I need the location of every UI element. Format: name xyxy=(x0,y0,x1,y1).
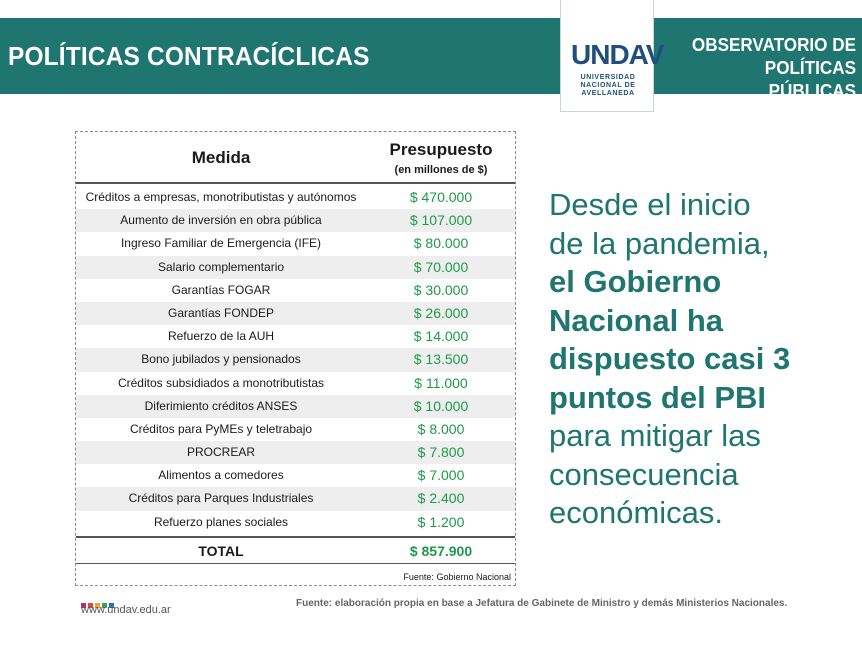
row-presupuesto: $ 11.000 xyxy=(414,374,468,391)
column-header-medida: Medida xyxy=(191,148,251,167)
table-row xyxy=(76,372,515,395)
row-presupuesto: $ 10.000 xyxy=(413,397,469,414)
table-row xyxy=(76,441,515,464)
table-header xyxy=(76,132,515,184)
total-row xyxy=(76,536,515,564)
row-presupuesto: $ 7.800 xyxy=(417,444,465,461)
row-medida: Refuerzo planes sociales xyxy=(153,514,289,529)
table-row xyxy=(76,302,515,325)
footer-source: Fuente: elaboración propia en base a Jefatura de Gabinete de Ministro y demás Ministerios Nacionales. xyxy=(296,598,788,609)
table-row xyxy=(76,279,515,302)
table-row xyxy=(76,418,515,441)
statement-line: de la pandemia, xyxy=(549,225,770,261)
table-row xyxy=(76,186,515,209)
row-presupuesto: $ 470.000 xyxy=(409,189,473,205)
row-presupuesto: $ 13.500 xyxy=(413,351,469,368)
website-link[interactable]: www.undav.edu.ar xyxy=(81,604,171,616)
row-medida: Créditos para Parques Industriales xyxy=(128,491,314,506)
row-medida: Bono jubilados y pensionados xyxy=(141,352,301,367)
row-medida: Alimentos a comedores xyxy=(158,468,284,483)
row-presupuesto: $ 70.000 xyxy=(413,258,469,275)
row-presupuesto: $ 26.000 xyxy=(413,304,469,321)
row-medida: Diferimiento créditos ANSES xyxy=(144,398,298,413)
row-medida: Refuerzo de la AUH xyxy=(167,329,275,344)
row-medida: Aumento de inversión en obra pública xyxy=(120,213,322,228)
table-row xyxy=(76,256,515,279)
observatorio-line-2: POLÍTICAS PÚBLICAS xyxy=(764,58,856,101)
row-medida: Créditos subsidiados a monotributistas xyxy=(117,375,325,390)
row-medida: PROCREAR xyxy=(186,445,255,460)
logo-line-1: UNIVERSIDAD xyxy=(580,74,636,81)
statement-bold-line: puntos del PBI xyxy=(549,379,766,415)
table-row xyxy=(76,348,515,371)
table-row xyxy=(76,511,515,534)
table-row xyxy=(76,464,515,487)
column-header-presupuesto-unit: (en millones de $) xyxy=(394,164,488,176)
table-row xyxy=(76,395,515,418)
statement-bold-line: dispuesto casi 3 xyxy=(549,341,791,376)
row-presupuesto: $ 107.000 xyxy=(409,212,473,229)
statement-line: para mitigar las xyxy=(549,418,761,453)
statement-bold-line: el Gobierno xyxy=(549,264,722,299)
budget-table xyxy=(75,131,516,586)
row-presupuesto: $ 80.000 xyxy=(413,235,469,252)
statement-bold-line: Nacional ha xyxy=(549,302,723,338)
statement-line: Desde el inicio xyxy=(549,187,751,222)
table-row xyxy=(76,232,515,255)
row-medida: Créditos a empresas, monotributistas y autónomos xyxy=(85,190,357,204)
row-presupuesto: $ 14.000 xyxy=(413,328,469,345)
observatorio-label xyxy=(674,34,856,103)
logo-mark: UNDAV xyxy=(571,39,664,70)
observatorio-line-1: OBSERVATORIO DE xyxy=(691,35,856,55)
column-header-presupuesto: Presupuesto xyxy=(389,140,493,159)
table-row xyxy=(76,487,515,510)
row-medida: Salario complementario xyxy=(157,259,285,274)
row-presupuesto: $ 8.000 xyxy=(417,420,465,437)
statement-line: económicas. xyxy=(549,495,724,530)
table-source: Fuente: Gobierno Nacional xyxy=(403,572,511,582)
logo-line-2: NACIONAL DE xyxy=(580,82,636,89)
row-medida: Garantías FOGAR xyxy=(171,282,271,297)
row-presupuesto: $ 30.000 xyxy=(413,281,469,298)
row-medida: Ingreso Familiar de Emergencia (IFE) xyxy=(120,236,322,251)
row-medida: Garantías FONDEP xyxy=(167,305,275,320)
row-medida: Créditos para PyMEs y teletrabajo xyxy=(129,421,313,436)
table-row xyxy=(76,325,515,348)
page-title: POLÍTICAS CONTRACÍCLICAS xyxy=(8,41,370,71)
brand-color-dots xyxy=(81,595,116,600)
table-body xyxy=(76,186,515,534)
row-presupuesto: $ 2.400 xyxy=(417,490,465,507)
statement-line: consecuencia xyxy=(549,456,739,492)
row-presupuesto: $ 7.000 xyxy=(417,467,465,484)
logo-line-3: AVELLANEDA xyxy=(581,90,635,97)
total-label: TOTAL xyxy=(198,543,244,559)
total-value: $ 857.900 xyxy=(409,543,473,559)
table-row xyxy=(76,209,515,232)
statement-text xyxy=(549,186,849,533)
row-presupuesto: $ 1.200 xyxy=(417,513,465,530)
undav-logo xyxy=(560,0,664,112)
